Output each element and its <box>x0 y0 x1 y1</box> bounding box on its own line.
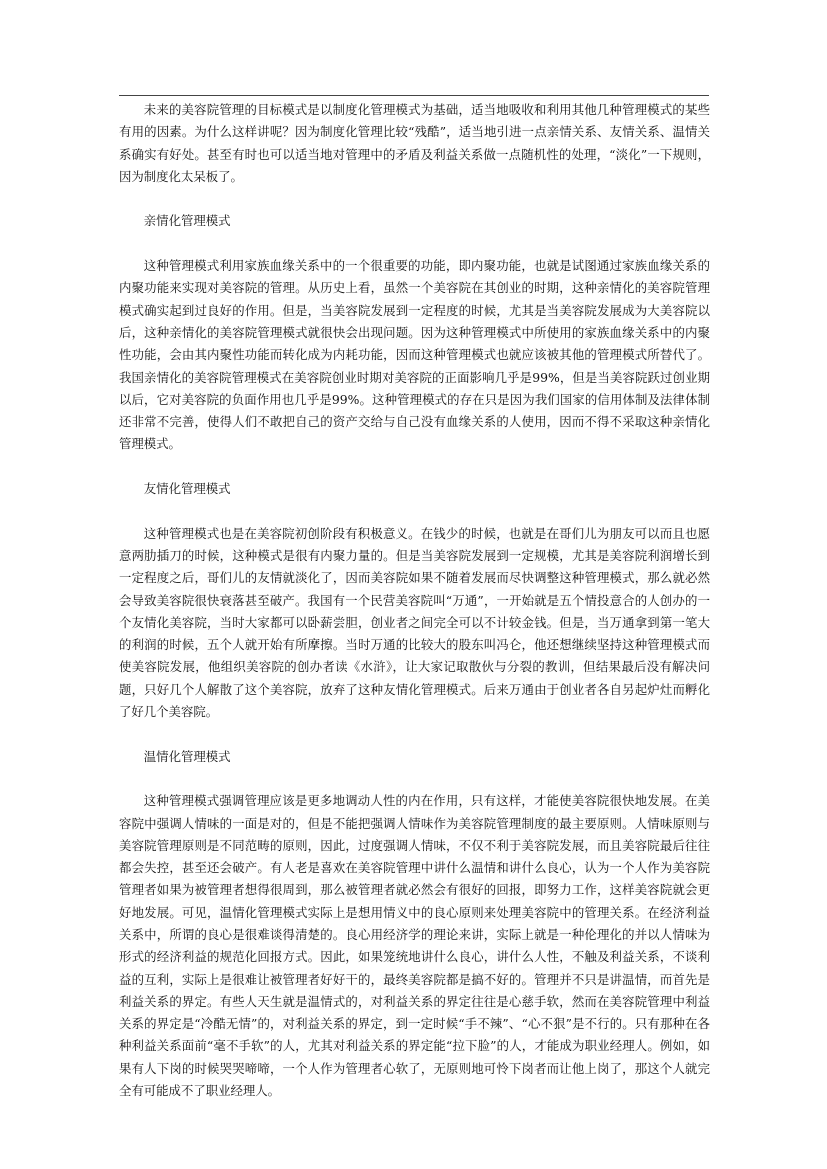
document-body <box>119 99 710 1102</box>
section-heading-friendship: 友情化管理模式 <box>143 481 231 497</box>
spacer <box>119 188 710 210</box>
spacer <box>119 768 710 790</box>
section-body-friendship: 这种管理模式也是在美容院初创阶段有积极意义。在钱少的时候，也就是在哥们儿为朋友可以而且也愿意两肋插刀的时候，这种模式是很有内聚力量的。但是当美容院发展到一定规模，尤其是美容院利润增长到一定程度之后，哥们儿的友情就淡化了，因而美容院如果不随着发展而尽快调整这种管理模式，那么就必然会导致美容院很快衰落甚至破产。我国有一个民营美容院叫“万通”，一开始就是五个情投意合的人创办的一个友情化美容院，当时大家都可以卧薪尝胆，创业者之间完全可以不计较金钱。但是，当万通拿到第一笔大的利润的时候，五个人就开始有所摩擦。当时万通的比较大的股东叫冯仑，他还想继续坚持这种管理模式而使美容院发展，他组织美容院的创办者读《水浒》，让大家记取散伙与分裂的教训，但结果最后没有解决问题，只好几个人解散了这个美容院，放弃了这种友情化管理模式。后来万通由于创业者各自另起炉灶而孵化了好几个美容院。 <box>119 525 710 720</box>
section-heading-warmth: 温情化管理模式 <box>143 748 231 764</box>
intro-paragraph: 未来的美容院管理的目标模式是以制度化管理模式为基础，适当地吸收和利用其他几种管理模式的某些有用的因素。为什么这样讲呢？因为制度化管理比较“残酷”，适当地引进一点亲情关系、友情关系、温情关系确实有好处。甚至有时也可以适当地对管理中的矛盾及利益关系做一点随机性的处理，“淡化”一下规则，因为制度化太呆板了。 <box>119 102 710 184</box>
spacer <box>119 500 710 522</box>
section-body-warmth: 这种管理模式强调管理应该是更多地调动人性的内在作用，只有这样，才能使美容院很快地发展。在美容院中强调人情味的一面是对的，但是不能把强调人情味作为美容院管理制度的最主要原则。人情味原则与美容院管理原则是不同范畴的原则，因此，过度强调人情味，不仅不利于美容院发展，而且美容院最后往往都会失控，甚至还会破产。有人老是喜欢在美容院管理中讲什么温情和讲什么良心，认为一个人作为美容院管理者如果为被管理者想得很周到，那么被管理者就必然会有很好的回报，即努力工作，这样美容院就会更好地发展。可见，温情化管理模式实际上是想用情义中的良心原则来处理美容院中的管理关系。在经济利益关系中，所谓的良心是很难谈得清楚的。良心用经济学的理论来讲，实际上就是一种伦理化的并以人情味为形式的经济利益的规范化回报方式。因此，如果笼统地讲什么良心，讲什么人性，不触及利益关系，不谈利益的互利，实际上是很难让被管理者好好干的，最终美容院都是搞不好的。管理并不只是讲温情，而首先是利益关系的界定。有些人天生就是温情式的，对利益关系的界定往往是心慈手软，然而在美容院管理中利益关系的界定是“冷酷无情”的，对利益关系的界定，到一定时候“手不辣”、“心不狠”是不行的。只有那种在各种利益关系面前“毫不手软”的人，尤其对利益关系的界定能“拉下脸”的人，才能成为职业经理人。例如，如果有人下岗的时候哭哭啼啼，一个人作为管理者心软了，无原则地可怜下岗者而让他上岗了，那这个人就完全有可能成不了职业经理人。 <box>119 793 710 1099</box>
section-heading-kinship: 亲情化管理模式 <box>143 213 231 229</box>
section-body-kinship: 这种管理模式利用家族血缘关系中的一个很重要的功能，即内聚功能，也就是试图通过家族血缘关系的内聚功能来实现对美容院的管理。从历史上看，虽然一个美容院在其创业的时期，这种亲情化的美容院管理模式确实起到过良好的作用。但是，当美容院发展到一定程度的时候，尤其是当美容院发展成为大美容院以后，这种亲情化的美容院管理模式就很快会出现问题。因为这种管理模式中所使用的家族血缘关系中的内聚性功能，会由其内聚性功能而转化成为内耗功能，因而这种管理模式也就应该被其他的管理模式所替代了。我国亲情化的美容院管理模式在美容院创业时期对美容院的正面影响几乎是99%，但是当美容院跃过创业期以后，它对美容院的负面作用也几乎是99%。这种管理模式的存在只是因为我们国家的信用体制及法律体制还非常不完善，使得人们不敢把自己的资产交给与自己没有血缘关系的人使用，因而不得不采取这种亲情化管理模式。 <box>119 258 710 452</box>
spacer <box>119 233 710 255</box>
spacer <box>119 723 710 745</box>
spacer <box>119 456 710 478</box>
header-rule <box>119 95 709 96</box>
